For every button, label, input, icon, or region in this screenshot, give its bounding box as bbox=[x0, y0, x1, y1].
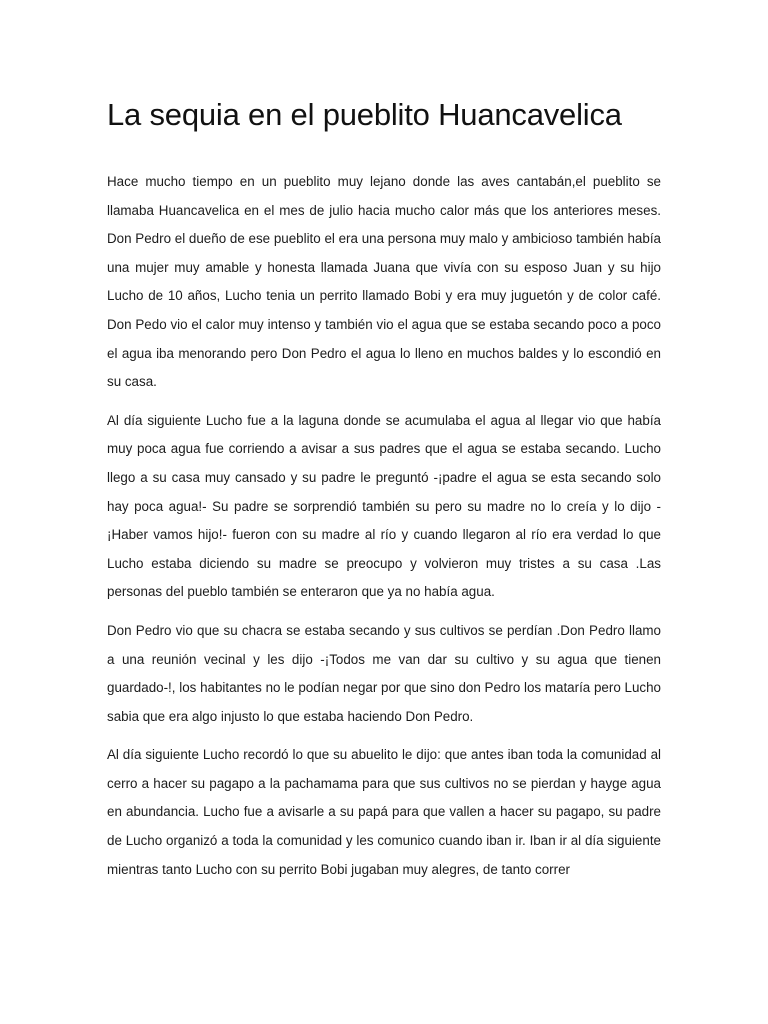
paragraph-1: Hace mucho tiempo en un pueblito muy lejano donde las aves cantabán,el pueblito se llamaba Huancavelica en el mes de julio hacia mucho calor más que los anteriores meses. Don Pedro el dueño de ese pueblito el era una persona muy malo y ambicioso también había una mujer muy amable y honesta llamada Juana que vivía con su esposo Juan y su hijo Lucho de 10 años, Lucho tenia un perrito llamado Bobi y era muy juguetón y de color café. Don Pedo vio el calor muy intenso y también vio el agua que se estaba secando poco a poco el agua iba menorando pero Don Pedro el agua lo lleno en muchos baldes y lo escondió en su casa. bbox=[107, 174, 661, 390]
document-title: La sequia en el pueblito Huancavelica bbox=[107, 97, 622, 132]
paragraph-4: Al día siguiente Lucho recordó lo que su abuelito le dijo: que antes iban toda la comunidad al cerro a hacer su pagapo a la pachamama para que sus cultivos no se pierdan y hayge agua en abundancia. Lucho fue a avisarle a su papá para que vallen a hacer su pagapo, su padre de Lucho organizó a toda la comunidad y les comunico cuando iban ir. Iban ir al día siguiente mientras tanto Lucho con su perrito Bobi jugaban muy alegres, de tanto correr bbox=[107, 747, 661, 877]
document-content bbox=[107, 92, 661, 894]
document-body bbox=[107, 168, 661, 884]
paragraph-3: Don Pedro vio que su chacra se estaba secando y sus cultivos se perdían .Don Pedro llamo a una reunión vecinal y les dijo -¡Todos me van dar su cultivo y su agua que tienen guardado-!, los habitantes no le podían negar por que sino don Pedro los mataría pero Lucho sabia que era algo injusto lo que estaba haciendo Don Pedro. bbox=[107, 622, 661, 724]
paragraph-2: Al día siguiente Lucho fue a la laguna donde se acumulaba el agua al llegar vio que había muy poca agua fue corriendo a avisar a sus padres que el agua se estaba secando. Lucho llego a su casa muy cansado y su padre le preguntó -¡padre el agua se esta secando solo hay poca agua!- Su padre se sorprendió también su pero su madre no lo creía y lo dijo - ¡Haber vamos hijo!- fueron con su madre al río y cuando llegaron al río era verdad lo que Lucho estaba diciendo su madre se preocupo y volvieron muy tristes a su casa .Las personas del pueblo también se enteraron que ya no había agua. bbox=[107, 412, 661, 600]
